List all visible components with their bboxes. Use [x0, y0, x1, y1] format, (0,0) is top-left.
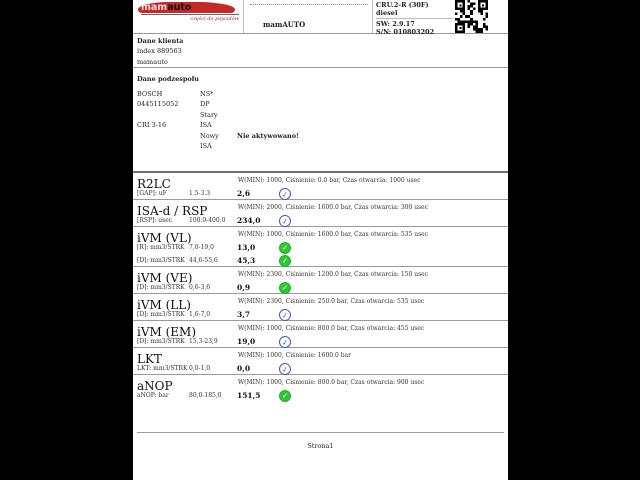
component-col2: Stary — [200, 110, 218, 119]
test-conditions: W(MIN): 1000, Ciśnienie: 800.0 bar, Czas otwarcia: 900 usec — [238, 378, 425, 386]
test-conditions: W(MIN): 1000, Ciśnienie: 800.0 bar, Czas otwarcia: 455 usec — [238, 324, 425, 332]
client-index: index 889563 — [137, 47, 182, 56]
component-row — [137, 131, 508, 141]
test-conditions: W(MIN): 1000, Ciśnienie: 1600.0 bar, Czas otwarcia: 535 usec — [238, 230, 429, 238]
measurement-range: 15,3-23,9 — [189, 338, 218, 345]
test-section — [133, 321, 508, 348]
component-col1: CRI 3-16 — [137, 121, 167, 130]
client-section — [133, 34, 508, 68]
device-info — [376, 1, 453, 36]
test-section — [133, 294, 508, 321]
page-footer — [137, 432, 504, 452]
component-section — [133, 68, 508, 171]
qr-code — [455, 0, 488, 33]
page-number: Strona1 — [307, 442, 334, 450]
component-heading: Dane podzespołu — [137, 75, 199, 83]
device-software: SW: 2.9.17 — [376, 18, 453, 28]
check-icon: ✓ — [278, 334, 292, 348]
measurement-value: 45,3 — [237, 256, 256, 265]
check-icon: ✓ — [279, 390, 291, 402]
check-icon: ✓ — [279, 255, 291, 267]
check-icon: ✓ — [278, 361, 292, 375]
test-name: ISA-d / RSP — [137, 204, 208, 218]
component-row — [137, 89, 508, 99]
header-divider — [372, 0, 373, 33]
test-name: iVM (VL) — [137, 231, 192, 245]
test-conditions: W(MIN): 2000, Ciśnienie: 1600.0 bar, Czas otwarcia: 300 usec — [238, 203, 429, 211]
check-icon: ✓ — [279, 242, 291, 254]
test-conditions: W(MIN): 1000, Ciśnienie: 0.0 bar, Czas otwarcia: 1000 usec — [238, 176, 421, 184]
test-header — [133, 173, 508, 191]
test-section — [133, 348, 508, 375]
measurement-param: [D]: mm3/STRK — [137, 284, 185, 291]
measurement-param: [R]: mm3/STRK — [137, 244, 185, 251]
test-conditions: W(MIN): 2300, Ciśnienie: 1200.0 bar, Czas otwarcia: 150 usec — [238, 270, 429, 278]
test-name: iVM (VE) — [137, 271, 193, 285]
component-col1: 0445115052 — [137, 100, 179, 109]
test-header — [133, 294, 508, 312]
test-name: iVM (EM) — [137, 325, 197, 339]
measurement-range: 1.5-3.3 — [189, 190, 211, 197]
device-fuel: diesel — [376, 9, 398, 17]
test-section — [133, 375, 508, 401]
measurement-value: 2,6 — [237, 189, 251, 198]
component-col2: ISA — [200, 121, 212, 130]
test-header — [133, 227, 508, 245]
measurement-value: 234,0 — [237, 216, 261, 225]
component-col2: DP — [200, 100, 210, 109]
measurement-value: 0,0 — [237, 364, 251, 373]
component-col3: Nie aktywowano! — [237, 131, 299, 140]
check-icon: ✓ — [279, 282, 291, 294]
component-row — [137, 110, 508, 120]
client-heading: Dane klienta — [137, 37, 184, 45]
test-section — [133, 173, 508, 200]
test-section — [133, 200, 508, 227]
measurement-range: 100.0-400.0 — [189, 217, 226, 224]
measurement-range: 44,6-55,6 — [189, 257, 218, 264]
measurement-param: [GAP]: uF — [137, 190, 167, 197]
brand-name — [141, 3, 239, 13]
check-icon: ✓ — [278, 186, 292, 200]
device-model: CRU.2-R (30F) — [376, 1, 429, 9]
test-name: aNOP — [137, 379, 173, 393]
test-name: iVM (LL) — [137, 298, 191, 312]
test-conditions: W(MIN): 1000, Ciśnienie: 1600.0 bar — [238, 351, 351, 359]
test-header — [133, 375, 508, 393]
test-header — [133, 321, 508, 339]
client-name: mamauto — [137, 57, 168, 66]
measurement-row — [133, 361, 508, 374]
measurement-row — [133, 388, 508, 401]
measurement-param: LKT: mm3/STRK — [137, 365, 188, 372]
measurement-param: [D]: mm3/STRK — [137, 311, 185, 318]
brand-logo — [141, 3, 239, 22]
header-divider — [243, 0, 244, 33]
measurement-param: aNOP: bar — [137, 392, 169, 399]
measurement-value: 3,7 — [237, 310, 251, 319]
measurement-value: 13,0 — [237, 243, 256, 252]
company-name: mamAUTO — [263, 20, 306, 29]
component-row — [137, 141, 508, 151]
check-icon: ✓ — [278, 307, 292, 321]
measurement-param: [D]: mm3/STRK — [137, 338, 185, 345]
measurement-range: 1,6-7,0 — [189, 311, 211, 318]
component-col2: NS* — [200, 90, 214, 98]
test-results-table — [133, 171, 508, 401]
test-conditions: W(MIN): 2300, Ciśnienie: 250.0 bar, Czas otwarcia: 535 usec — [238, 297, 425, 305]
measurement-range: 7,0-19,0 — [189, 244, 214, 251]
clipped-email-line — [250, 2, 368, 5]
component-col1: BOSCH — [137, 90, 163, 98]
measurement-param: [RSP]: usec — [137, 217, 173, 224]
test-name: R2LC — [137, 177, 171, 191]
report-page — [133, 0, 508, 480]
measurement-value: 19,0 — [237, 337, 256, 346]
measurement-param: [D]: mm3/STRK — [137, 257, 185, 264]
measurement-value: 0,9 — [237, 283, 251, 292]
measurement-row — [133, 253, 508, 266]
test-name: LKT — [137, 352, 162, 366]
measurement-value: 151,5 — [237, 391, 261, 400]
brand-pl: .pl — [191, 2, 206, 13]
brand-tagline: części do pojazdów — [141, 14, 239, 22]
measurement-row — [133, 186, 508, 199]
report-header — [133, 0, 508, 34]
component-col2: ISA — [200, 142, 212, 151]
measurement-range: 0,0-1,0 — [189, 365, 211, 372]
component-row — [137, 99, 508, 109]
check-icon: ✓ — [278, 213, 292, 227]
test-section — [133, 267, 508, 294]
brand-mam: mam — [141, 2, 168, 13]
measurement-range: 80,0-185,0 — [189, 392, 222, 399]
test-section — [133, 227, 508, 267]
test-header — [133, 200, 508, 218]
test-header — [133, 267, 508, 285]
test-header — [133, 348, 508, 366]
component-col2: Nowy — [200, 131, 219, 140]
component-rows — [137, 89, 508, 151]
measurement-range: 0,6-3,6 — [189, 284, 211, 291]
device-serial: S/N: 010803202 — [376, 28, 435, 36]
component-row — [137, 120, 508, 130]
brand-auto: auto — [167, 2, 192, 13]
